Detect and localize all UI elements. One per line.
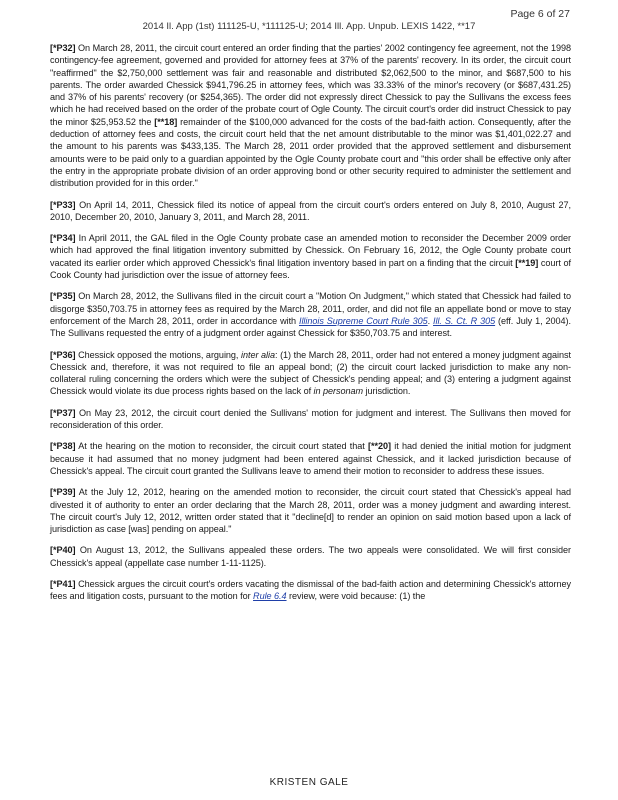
paragraph-text: review, were void because: (1) the (286, 591, 426, 602)
paragraph-text: At the July 12, 2012, hearing on the amended motion to reconsider, the circuit court stated that Chessick's appeal had divested it of authority to enter an order declaring that the March 28, 2011, order was a money judgment and awarding interest. The circuit court's July 12, 2012, written order stated that it "decline[d] to render an opinion on said motion based upon a lack of jurisdiction as case [was] pending on appeal." (50, 487, 571, 535)
paragraph-p39 (50, 486, 571, 535)
paragraph-tag: [*P34] (50, 233, 76, 244)
paragraph-tag: [*P35] (50, 291, 76, 302)
paragraph-text: : (1) the March 28, 2011, order had not entered a money judgment against Chessick and, therefore, it was not required to file an appeal bond; (2) the circuit court lacked jurisdiction to make any non-collateral ruling concerning the orders which were the subject of Chessick's pending appeal; and (3) entering a judgment against Chessick would violate its due process rights based on the lack of (50, 349, 571, 397)
paragraph-tag: [*P41] (50, 578, 76, 589)
paragraph-tag: [*P36] (50, 349, 76, 360)
paragraph-text: jurisdiction. (363, 386, 411, 397)
case-citation-header: 2014 Il. App (1st) 111125-U, *111125-U; 2014 Ill. App. Unpub. LEXIS 1422, **17 (142, 21, 476, 32)
italic-term: inter alia (241, 349, 275, 360)
document-body (50, 42, 571, 612)
paragraph-p36 (50, 349, 571, 398)
rule-305-link[interactable]: Illinois Supreme Court Rule 305 (298, 315, 428, 326)
rule-6-4-link[interactable]: Rule 6.4 (253, 591, 287, 602)
paragraph-p35 (50, 290, 571, 339)
page-marker: [**18] (154, 116, 178, 127)
page-marker: [**19] (515, 257, 539, 268)
paragraph-tag: [*P38] (50, 441, 76, 452)
paragraph-p32 (50, 42, 571, 190)
page-marker: [**20] (368, 441, 391, 452)
italic-term: in personam (313, 386, 364, 397)
paragraph-tag: [*P37] (50, 407, 76, 418)
paragraph-text: In April 2011, the GAL filed in the Ogle County probate case an amended motion to reconsider the December 2009 order which had approved the final litigation inventory submitted by Chessick. On February 16, 2012, the Ogle County probate court vacated its earlier order which approved Chessick's final litigation inventory based in part on a finding that the circuit (50, 233, 571, 268)
paragraph-p38 (50, 440, 571, 477)
paragraph-text: At the hearing on the motion to reconsider, the circuit court stated that (75, 441, 369, 452)
paragraph-text: On August 13, 2012, the Sullivans appealed these orders. The two appeals were consolidated. We will first consider Chessick's appeal (appellate case number 1-11-1125). (50, 545, 571, 568)
paragraph-text: Chessick opposed the motions, arguing, (75, 349, 241, 360)
paragraph-text: Chessick argues the circuit court's orders vacating the dismissal of the bad-faith action and determining Chessick's attorney fees and litigation costs, pursuant to the motion for (50, 578, 571, 602)
paragraph-p34 (50, 232, 571, 281)
paragraph-text: remainder of the $100,000 advanced for the costs of the bad-faith action. Consequently, after the deduction of attorney fees and costs, the circuit court held that the net amount distributable to the minor was $1,401,022.27 and the amount to his parents was $433,135. The March 28, 2011 order provided that the approved settlement and disbursement amounts were to be paid only to a guardian appointed by the Ogle County probate court and "this order shall be effective only after the entry in the appropriate probate division of an order approving bond or other security required to administer the settlement and distribution provided for in this order." (50, 116, 571, 189)
page-number: Page 6 of 27 (510, 8, 570, 20)
paragraph-p33 (50, 199, 571, 224)
paragraph-text: it had denied the initial motion for judgment because it had assumed that no money judgment had been entered against Chessick, and it lacked jurisdiction because of Chessick's appeal. The circuit court granted the Sullivans leave to amend their motion to reconsider to address these issues. (50, 441, 571, 476)
paragraph-text: On March 28, 2011, the circuit court entered an order finding that the parties' 2002 contingency fee agreement, not the 1998 contingency-fee agreement, governed and provided for attorney fees at 37% of the parents' recovery. In its order, the circuit court "reaffirmed" the $2,750,000 settlement was fair and reasonable and distributed $2,062,500 to the minor, and $687,500 to his parents. The order awarded Chessick $941,796.25 in attorney fees, which was 33.33% of the minor's recovery (or $687,431.25) and 37% of his parents' recovery (or $254,365). The order did not expressly direct Chessick to pay the Sullivans the excess fees which he had received based on the order of the probate court of Ogle County. The circuit court's order did instruct Chessick to pay the minor $25,953.52 the (50, 43, 571, 127)
paragraph-p41 (50, 578, 571, 603)
paragraph-tag: [*P39] (50, 487, 76, 498)
rule-305-cite-link[interactable]: Ill. S. Ct. R 305 (433, 315, 496, 326)
paragraph-tag: [*P33] (50, 199, 76, 210)
paragraph-p40 (50, 544, 571, 569)
paragraph-tag: [*P32] (50, 43, 76, 53)
paragraph-text: On April 14, 2011, Chessick filed its notice of appeal from the circuit court's orders entered on July 8, 2010, August 27, 2010, December 20, 2010, January 3, 2011, and March 28, 2011. (50, 199, 571, 222)
paragraph-tag: [*P40] (50, 545, 76, 556)
footer-name: KRISTEN GALE (269, 777, 349, 788)
separator: . (427, 315, 434, 326)
paragraph-text: On March 28, 2012, the Sullivans filed in the circuit court a "Motion On Judgment," which stated that Chessick had failed to disgorge $350,703.75 in attorney fees as required by the March 28, 2011, order, and did not file an appellate bond or move to stay enforcement of the March 28, 2011, order in accordance with (50, 291, 571, 326)
paragraph-p37 (50, 407, 571, 432)
paragraph-text: (eff. July 1, 2004). The Sullivans requested the entry of a judgment order against Chessick for $350,703.75 and interest. (50, 315, 571, 339)
paragraph-text: court of Cook County had jurisdiction over the issue of attorney fees. (50, 257, 572, 281)
paragraph-text: On May 23, 2012, the circuit court denied the Sullivans' motion for judgment and interest. The Sullivans then moved for reconsideration of this order. (50, 407, 571, 431)
